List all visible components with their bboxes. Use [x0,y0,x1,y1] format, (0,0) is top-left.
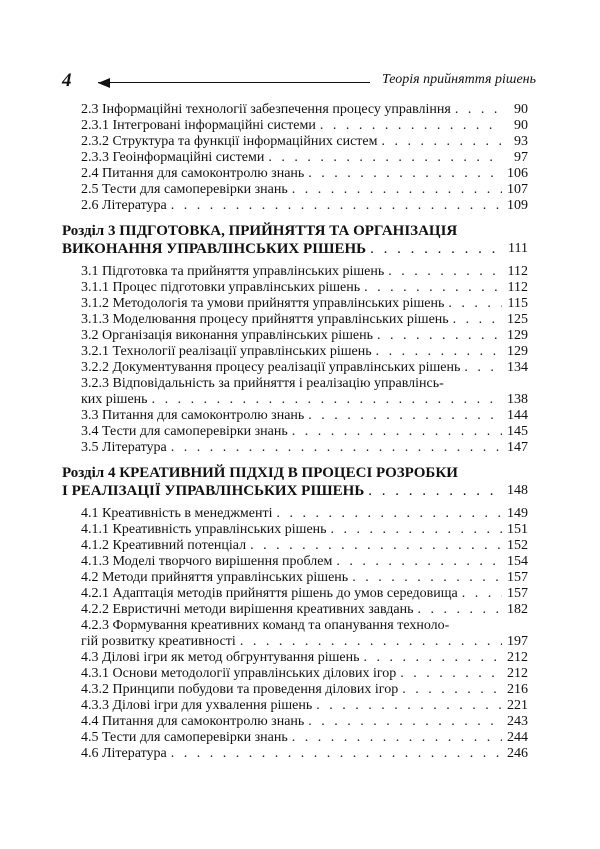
dot-leader [331,522,502,538]
dot-leader [368,482,502,500]
toc-entry[interactable] [62,682,528,698]
dot-leader [402,682,502,698]
toc-page-number: 147 [507,440,528,455]
dot-leader [455,102,502,118]
toc-page-number: 112 [507,264,528,279]
toc-entry[interactable] [62,312,528,328]
toc-entry-label: 2.3.3 Геоінформаційні системи [81,150,265,165]
toc-entry[interactable] [62,328,528,344]
dot-leader [171,198,502,214]
toc-page-number: 144 [507,408,528,423]
dot-leader [292,730,502,746]
toc-page-number: 111 [508,241,528,256]
toc-entry[interactable] [62,376,528,408]
toc-entry[interactable] [62,198,528,214]
toc-entry-label: 4.2 Методи прийняття управлінських рішень [81,570,349,585]
dot-leader [418,602,503,618]
toc-entry[interactable] [62,730,528,746]
toc-entry[interactable] [62,424,528,440]
toc-page-number: 97 [514,150,528,165]
toc-entry-label: 4.6 Література [81,746,167,761]
toc-entry-label: 2.3 Інформаційні технології забезпечення процесу управління [81,102,451,117]
dot-leader [453,312,502,328]
toc-entry[interactable] [62,666,528,682]
toc-group [62,408,528,456]
toc-entry-label: 3.5 Література [81,440,167,455]
dot-leader [308,166,502,182]
toc-group [62,264,528,376]
dot-leader [336,554,502,570]
dot-leader [370,240,502,258]
toc-page-number: 107 [507,182,528,197]
toc-entry[interactable] [62,650,528,666]
toc-page-number: 244 [507,730,528,745]
toc-page-number: 129 [507,328,528,343]
toc-page-number: 197 [507,634,528,649]
toc-entry[interactable] [62,118,528,134]
toc-entry[interactable] [62,554,528,570]
toc-page-number: 93 [514,134,528,149]
dot-leader [240,634,502,650]
dot-leader [171,746,502,762]
toc-page-number: 90 [514,118,528,133]
toc-entry[interactable] [62,344,528,360]
toc-entry-label: 4.1 Креативність в менеджменті [81,506,273,521]
dot-leader [363,650,502,666]
toc-entry-label: 2.3.2 Структура та функції інформаційних систем [81,134,378,149]
dot-leader [448,296,502,312]
toc-entry-label: 4.5 Тести для самоперевірки знань [81,730,288,745]
toc-entry-label: 4.4 Питання для самоконтролю знань [81,714,305,729]
toc-entry[interactable] [62,440,528,456]
toc-page-number: 138 [507,392,528,407]
toc-page-number: 154 [507,554,528,569]
toc-entry-label: 3.1.2 Методологія та умови прийняття управлінських рішень [81,296,445,311]
toc-section-heading[interactable] [62,222,528,258]
toc-entry[interactable] [62,538,528,554]
toc-entry[interactable] [62,506,528,522]
toc-entry[interactable] [62,280,528,296]
toc-entry-label: 4.1.1 Креативність управлінських рішень [81,522,327,537]
dot-leader [377,328,502,344]
toc-entry-label: 3.2.2 Документування процесу реалізації управлінських рішень [81,360,461,375]
toc-entry[interactable] [62,746,528,762]
toc-entry[interactable] [62,134,528,150]
dot-leader [171,440,502,456]
toc-entry-label: 3.1.1 Процес підготовки управлінських рішень [81,280,361,295]
toc-entry-label: 4.3.2 Принципи побудови та проведення ділових ігор [81,682,399,697]
toc-entry-label: 3.3 Питання для самоконтролю знань [81,408,305,423]
toc-entry[interactable] [62,360,528,376]
toc-entry[interactable] [62,150,528,166]
section-heading-line: Розділ 3 ПІДГОТОВКА, ПРИЙНЯТТЯ ТА ОРГАНІЗАЦІЯ [62,223,458,239]
toc-entry[interactable] [62,408,528,424]
toc-entry[interactable] [62,264,528,280]
toc-page-number: 157 [507,586,528,601]
toc-page-number: 152 [507,538,528,553]
toc-entry-label: 2.4 Питання для самоконтролю знань [81,166,305,181]
dot-leader [276,506,502,522]
header-rule [98,82,370,83]
toc-entry[interactable] [62,602,528,618]
toc-entry-label: 4.1.2 Креативний потенціал [81,538,247,553]
toc-entry-label: гій розвитку креативності [81,634,236,649]
toc-entry-label: 2.5 Тести для самоперевірки знань [81,182,288,197]
toc-entry[interactable] [62,618,528,650]
toc-page-number: 157 [507,570,528,585]
toc-entry[interactable] [62,182,528,198]
dot-leader [250,538,502,554]
dot-leader [316,698,502,714]
toc-entry[interactable] [62,522,528,538]
dot-leader [376,344,502,360]
toc-section-heading[interactable] [62,464,528,500]
toc-entry-label: 3.4 Тести для самоперевірки знань [81,424,288,439]
dot-leader [382,134,502,150]
toc-entry[interactable] [62,714,528,730]
toc-group [62,506,528,618]
toc-entry-label: 3.2.1 Технології реалізації управлінських рішень [81,344,372,359]
toc-page-number: 115 [507,296,528,311]
toc-entry[interactable] [62,570,528,586]
running-title: Теорія прийняття рішень [381,72,536,87]
toc-page-number: 129 [507,344,528,359]
toc-entry-label: 3.1 Підготовка та прийняття управлінських рішень [81,264,385,279]
toc-group [62,102,528,214]
toc-page-number: 109 [507,198,528,213]
toc-entry-label: 2.3.1 Інтегровані інформаційні системи [81,118,316,133]
dot-leader [388,264,502,280]
dot-leader [152,392,502,408]
dot-leader [320,118,502,134]
toc-entry[interactable] [62,102,528,118]
dot-leader [364,280,502,296]
toc-page-number: 148 [507,483,528,498]
dot-leader [400,666,502,682]
toc-entry[interactable] [62,698,528,714]
page-number: 4 [62,70,72,91]
toc-page-number: 90 [514,102,528,117]
toc-entry-label: 3.2 Організація виконання управлінських рішень [81,328,373,343]
toc-page-number: 125 [507,312,528,327]
section-heading-line: І РЕАЛІЗАЦІЇ УПРАВЛІНСЬКИХ РІШЕНЬ [62,483,365,499]
toc-page-number: 151 [507,522,528,537]
dot-leader [268,150,502,166]
toc-entry[interactable] [62,296,528,312]
dot-leader [292,424,502,440]
toc-page-number: 182 [507,602,528,617]
dot-leader [292,182,502,198]
toc-entry-label: 4.3 Ділові ігри як метод обгрунтування рішень [81,650,360,665]
table-of-contents [62,102,528,762]
arrow-left-icon [98,78,110,88]
dot-leader [462,586,502,602]
toc-entry-label: 4.3.3 Ділові ігри для ухвалення рішень [81,698,313,713]
toc-page-number: 212 [507,650,528,665]
section-heading-line: Розділ 4 КРЕАТИВНИЙ ПІДХІД В ПРОЦЕСІ РОЗРОБКИ [62,465,458,481]
dot-leader [352,570,502,586]
toc-entry-label: ких рішень [81,392,148,407]
dot-leader [308,408,502,424]
toc-page-number: 216 [507,682,528,697]
dot-leader [464,360,502,376]
toc-page-number: 134 [507,360,528,375]
dot-leader [308,714,502,730]
toc-page-number: 106 [507,166,528,181]
toc-entry-label: 2.6 Література [81,198,167,213]
toc-page-number: 246 [507,746,528,761]
toc-group [62,650,528,762]
toc-entry-label: 3.1.3 Моделювання процесу прийняття управлінських рішень [81,312,449,327]
toc-entry-label: 4.2.1 Адаптація методів прийняття рішень до умов середовища [81,586,458,601]
toc-entry[interactable] [62,586,528,602]
page-header [62,70,536,94]
toc-page-number: 212 [507,666,528,681]
toc-entry-label: 4.3.1 Основи методології управлінських ділових ігор [81,666,397,681]
toc-entry[interactable] [62,166,528,182]
toc-page-number: 149 [507,506,528,521]
toc-entry-label: 4.2.3 Формування креативних команд та опанування техноло- [81,618,450,633]
toc-page-number: 243 [507,714,528,729]
toc-entry-label: 3.2.3 Відповідальність за прийняття і реалізацію управлінсь- [81,376,444,391]
toc-page-number: 145 [507,424,528,439]
toc-entry-label: 4.2.2 Евристичні методи вирішення креативних завдань [81,602,414,617]
section-heading-line: ВИКОНАННЯ УПРАВЛІНСЬКИХ РІШЕНЬ [62,241,367,257]
toc-entry-label: 4.1.3 Моделі творчого вирішення проблем [81,554,333,569]
toc-page-number: 112 [507,280,528,295]
toc-page-number: 221 [507,698,528,713]
